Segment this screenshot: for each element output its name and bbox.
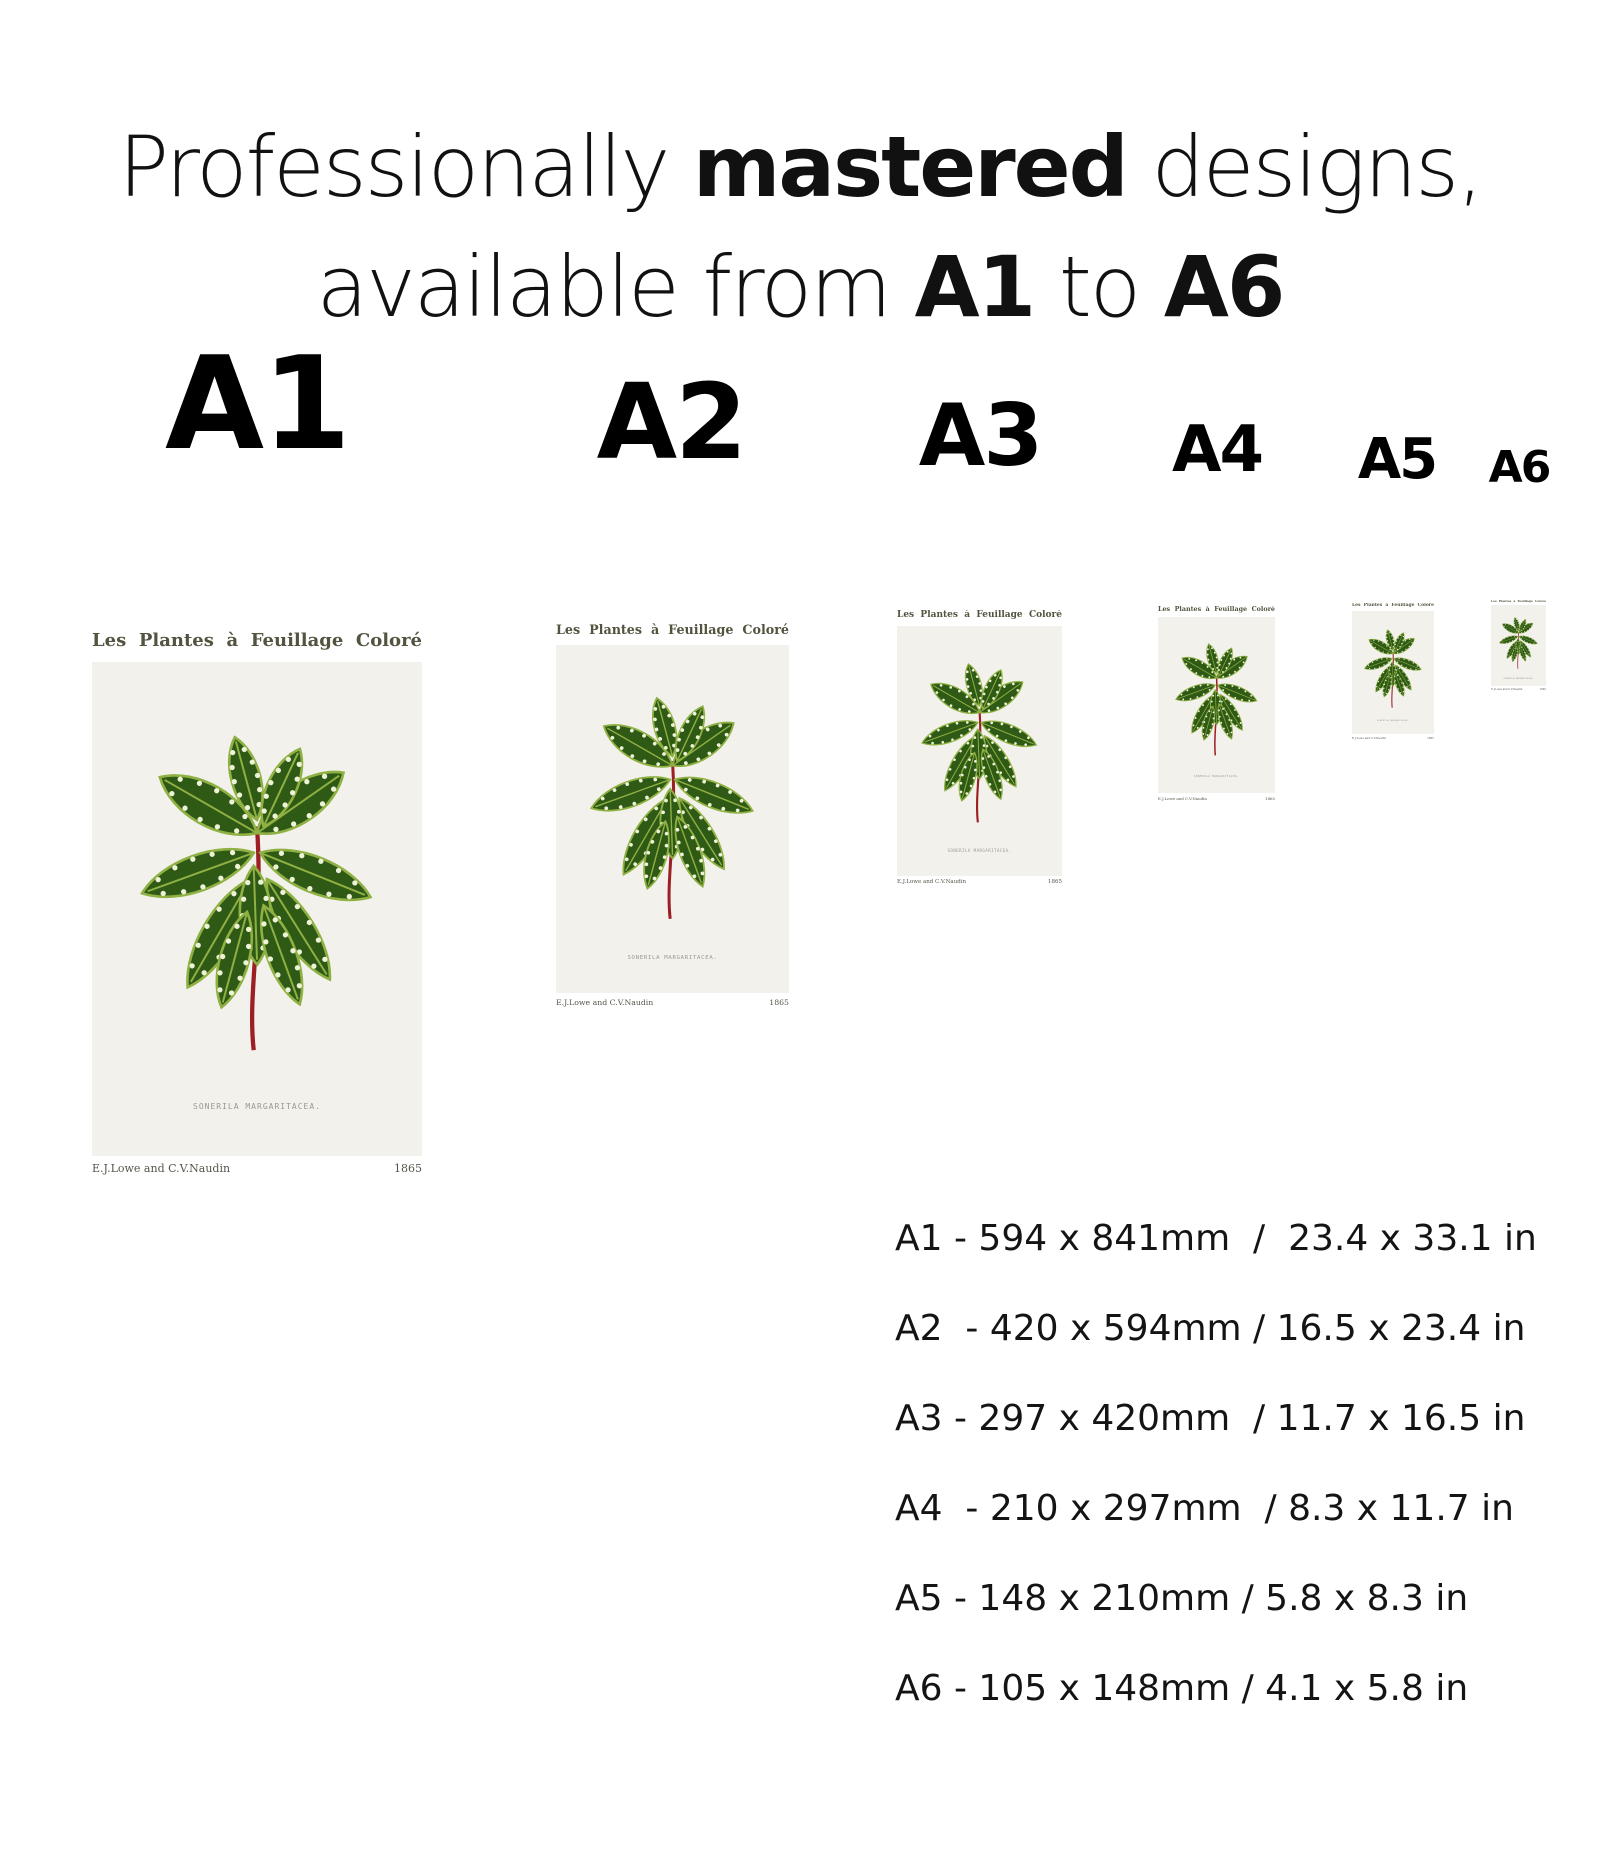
poster-a4 <box>1158 606 1275 802</box>
poster-a3 <box>897 610 1062 888</box>
dimension-line: A3 - 297 x 420mm / 11.7 x 16.5 in <box>895 1398 1526 1439</box>
headline-line-2 <box>0 238 1600 336</box>
poster-credit: E.J.Lowe and C.V.Naudin <box>1352 735 1387 740</box>
dimension-line: A1 - 594 x 841mm / 23.4 x 33.1 in <box>895 1218 1537 1259</box>
plant-illustration <box>92 662 422 1155</box>
plant-illustration <box>1158 617 1275 793</box>
poster-title: Les Plantes à Feuillage Coloré <box>1158 606 1275 613</box>
poster-footer <box>1158 796 1275 801</box>
poster-credit: E.J.Lowe and C.V.Naudin <box>556 997 654 1007</box>
poster-footer <box>92 1162 422 1175</box>
poster-footer <box>897 879 1062 885</box>
poster-year: 1865 <box>1265 795 1275 801</box>
poster-title: Les Plantes à Feuillage Coloré <box>897 610 1062 620</box>
size-label-a6: A6 <box>1488 442 1550 494</box>
poster-caption: SONERILA MARGARITACEA. <box>627 954 718 961</box>
plant-illustration <box>897 626 1062 876</box>
poster-title: Les Plantes à Feuillage Coloré <box>1352 603 1434 608</box>
poster-year: 1865 <box>394 1162 422 1176</box>
headline-text: Professionally <box>118 118 693 216</box>
poster-title: Les Plantes à Feuillage Coloré <box>92 630 422 651</box>
poster-artwork <box>92 662 422 1155</box>
poster-credit: E.J.Lowe and C.V.Naudin <box>1158 795 1207 801</box>
poster-artwork <box>556 645 789 993</box>
plant-illustration <box>1352 611 1434 734</box>
poster-title: Les Plantes à Feuillage Coloré <box>556 622 789 637</box>
size-label-a1: A1 <box>164 330 350 480</box>
size-label-a3: A3 <box>918 386 1042 487</box>
poster-a2 <box>556 622 789 1010</box>
poster-caption: SONERILA MARGARITACEA. <box>1377 720 1409 723</box>
poster-year: 1865 <box>1048 879 1062 886</box>
poster-a6 <box>1491 600 1546 692</box>
size-label-a2: A2 <box>596 361 746 484</box>
plant-illustration <box>1491 605 1546 686</box>
headline-text: to <box>1034 238 1164 336</box>
headline-text: available from <box>316 238 915 336</box>
poster-caption: SONERILA MARGARITACEA. <box>947 848 1012 854</box>
headline-line-1 <box>0 118 1600 216</box>
dimension-line: A4 - 210 x 297mm / 8.3 x 11.7 in <box>895 1488 1514 1529</box>
poster-caption: SONERILA MARGARITACEA. <box>1193 774 1240 779</box>
poster-artwork <box>1158 617 1275 793</box>
poster-title: Les Plantes à Feuillage Coloré <box>1491 600 1546 603</box>
dimension-line: A2 - 420 x 594mm / 16.5 x 23.4 in <box>895 1308 1526 1349</box>
poster-credit: E.J.Lowe and C.V.Naudin <box>92 1162 231 1176</box>
plant-illustration <box>556 645 789 993</box>
poster-artwork <box>1352 611 1434 734</box>
size-label-a5: A5 <box>1357 426 1437 492</box>
dimension-line: A6 - 105 x 148mm / 4.1 x 5.8 in <box>895 1668 1469 1709</box>
headline-emphasis: mastered <box>692 118 1127 216</box>
dimension-line: A5 - 148 x 210mm / 5.8 x 8.3 in <box>895 1578 1469 1619</box>
poster-a5 <box>1352 603 1434 740</box>
headline-text: designs, <box>1126 118 1482 216</box>
poster-year: 1865 <box>769 997 789 1007</box>
poster-footer <box>1491 688 1546 691</box>
poster-year: 1865 <box>1427 735 1434 740</box>
poster-footer <box>1352 736 1434 740</box>
headline-emphasis: A1 <box>914 238 1035 336</box>
poster-artwork <box>1491 605 1546 686</box>
poster-caption: SONERILA MARGARITACEA. <box>1503 677 1534 680</box>
headline-emphasis: A6 <box>1163 238 1284 336</box>
poster-year: 1865 <box>1539 688 1546 691</box>
size-label-a4: A4 <box>1171 413 1263 488</box>
poster-artwork <box>897 626 1062 876</box>
poster-caption: SONERILA MARGARITACEA. <box>193 1101 321 1111</box>
poster-credit: E.J.Lowe and C.V.Naudin <box>1491 688 1523 691</box>
poster-a1 <box>92 630 422 1180</box>
poster-credit: E.J.Lowe and C.V.Naudin <box>897 879 967 886</box>
poster-footer <box>556 998 789 1007</box>
